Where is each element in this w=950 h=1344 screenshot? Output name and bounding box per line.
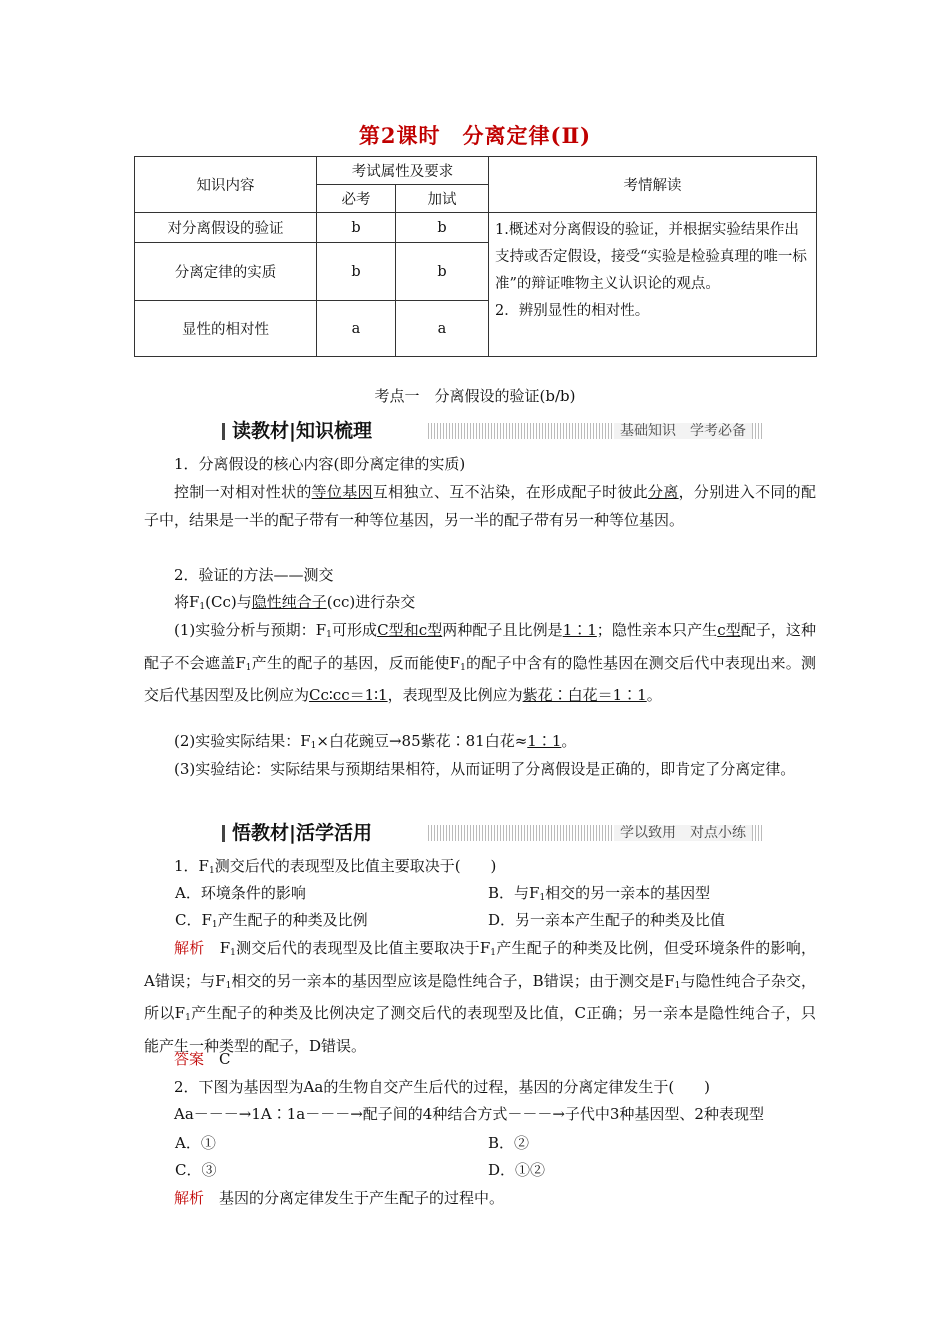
blank-8: 紫花∶白花＝1∶1 [522, 686, 647, 704]
blank-7: Cc∶cc＝1∶1 [309, 686, 388, 704]
explanation-label: 解析 [174, 939, 205, 957]
q1-option-b: B．与$F_1$相交的另一亲本的基因型 [488, 884, 711, 903]
q1-stem: 1．$F_1$测交后代的表现型及比值主要取决于( ) [174, 857, 497, 876]
blank-9: 1∶1 [527, 732, 562, 750]
row-name: 对分离假设的验证 [135, 213, 317, 243]
q2-flow: Aa－－－→1A∶1a－－－→配子间的4种结合方式－－－→子代中3种基因型、2种表现型 [174, 1105, 764, 1123]
blank-2: 分离 [648, 483, 679, 501]
header-add: 加试 [396, 185, 489, 213]
banner-bar [222, 825, 225, 842]
analysis-text-2: 2．辨别显性的相对性。 [495, 303, 650, 319]
q2-option-a: A．① [175, 1134, 216, 1152]
header-analysis: 考情解读 [489, 157, 817, 213]
analysis-cell [489, 213, 817, 357]
s2-part2: (2)实验实际结果：$F_1\times$白花豌豆→85紫花∶81白花≈1∶1。 [174, 732, 577, 751]
row-must: b [317, 213, 396, 243]
blank-6: c型 [717, 621, 741, 639]
blank-5: 1∶1 [562, 621, 597, 639]
explanation-label: 解析 [174, 1189, 205, 1207]
blank-3: 隐性纯合子 [251, 593, 327, 611]
q1-explanation: 解析 $F_1$测交后代的表现型及比值主要取决于$F_1$产生配子的种类及比例，但受环境条件的影响，A错误；与$F_1$相交的另一亲本的基因型应该是隐性纯合子，B错误；由于测交是$F_1$与隐性纯合子杂交，所以$F_1$产生配子的种类及比例决定了测交后代的表现型及比值，C正确；另一亲本是隐性纯合子，只能产生一种类型的配子，D错误。 [144, 939, 816, 1055]
row-must: a [317, 301, 396, 357]
header-must: 必考 [317, 185, 396, 213]
q1-answer: 答案 C [174, 1050, 231, 1068]
q2-option-b: B．② [488, 1134, 530, 1152]
analysis-text-1: 1.概述对分离假设的验证，并根据实验结果作出支持或否定假设，接受“实验是检验真理的唯一标准”的辩证唯物主义认识论的观点。 [495, 222, 807, 292]
header-knowledge: 知识内容 [135, 157, 317, 213]
s2-heading: 2．验证的方法——测交 [174, 566, 334, 584]
s2-line1: 将$F_1(Cc)$与隐性纯合子(cc)进行杂交 [174, 593, 416, 612]
row-add: b [396, 243, 489, 301]
banner-tag: 学以致用 对点小练 [614, 825, 752, 841]
q2-option-c: C．③ [175, 1161, 217, 1179]
q2-option-d: D．①② [488, 1161, 546, 1179]
blank-1: 等位基因 [311, 483, 373, 501]
banner-tag: 基础知识 学考必备 [614, 423, 752, 439]
row-add: a [396, 301, 489, 357]
blank-4: C型和c型 [377, 621, 443, 639]
banner-practice [222, 820, 764, 846]
s2-part3: (3)实验结论：实际结果与预期结果相符，从而证明了分离假设是正确的，即肯定了分离定律。 [174, 760, 796, 778]
page-title: 第2课时 分离定律(Ⅱ) [358, 123, 592, 148]
header-requirements: 考试属性及要求 [317, 157, 489, 185]
banner-label: 读教材|知识梳理 [232, 420, 372, 442]
q2-explanation: 解析 基因的分离定律发生于产生配子的过程中。 [174, 1189, 505, 1207]
s2-part1: (1)实验分析与预期：$F_1$可形成C型和c型两种配子且比例是1∶1；隐性亲本只产生c型配子，这种配子不会遮盖$F_1$产生的配子的基因，反而能使$F_1$的配子中含有的隐性基因在测交后代中表现出来。测交后代基因型及比例应为Cc∶cc＝1∶1，表现型及比例应为紫花∶白花＝1∶1。 [144, 621, 816, 704]
q2-stem: 2．下图为基因型为Aa的生物自交产生后代的过程，基因的分离定律发生于( ) [174, 1078, 711, 1096]
banner-bar [222, 423, 225, 440]
q1-option-d: D．另一亲本产生配子的种类及比值 [488, 911, 726, 929]
row-must: b [317, 243, 396, 301]
q1-option-c: C．$F_1$产生配子的种类及比例 [175, 911, 368, 930]
s1-heading: 1．分离假设的核心内容(即分离定律的实质) [174, 455, 466, 473]
answer-label: 答案 [174, 1050, 205, 1068]
s1-paragraph: 控制一对相对性状的等位基因互相独立、互不沾染，在形成配子时彼此分离，分别进入不同的配子中，结果是一半的配子带有一种等位基因，另一半的配子带有另一种等位基因。 [144, 483, 816, 529]
row-add: b [396, 213, 489, 243]
requirements-table [134, 156, 817, 357]
banner-knowledge [222, 418, 764, 444]
row-name: 显性的相对性 [135, 301, 317, 357]
row-name: 分离定律的实质 [135, 243, 317, 301]
section-title: 考点一 分离假设的验证(b/b) [374, 387, 576, 405]
q1-option-a: A．环境条件的影响 [175, 884, 306, 902]
banner-label: 悟教材|活学活用 [232, 822, 372, 844]
